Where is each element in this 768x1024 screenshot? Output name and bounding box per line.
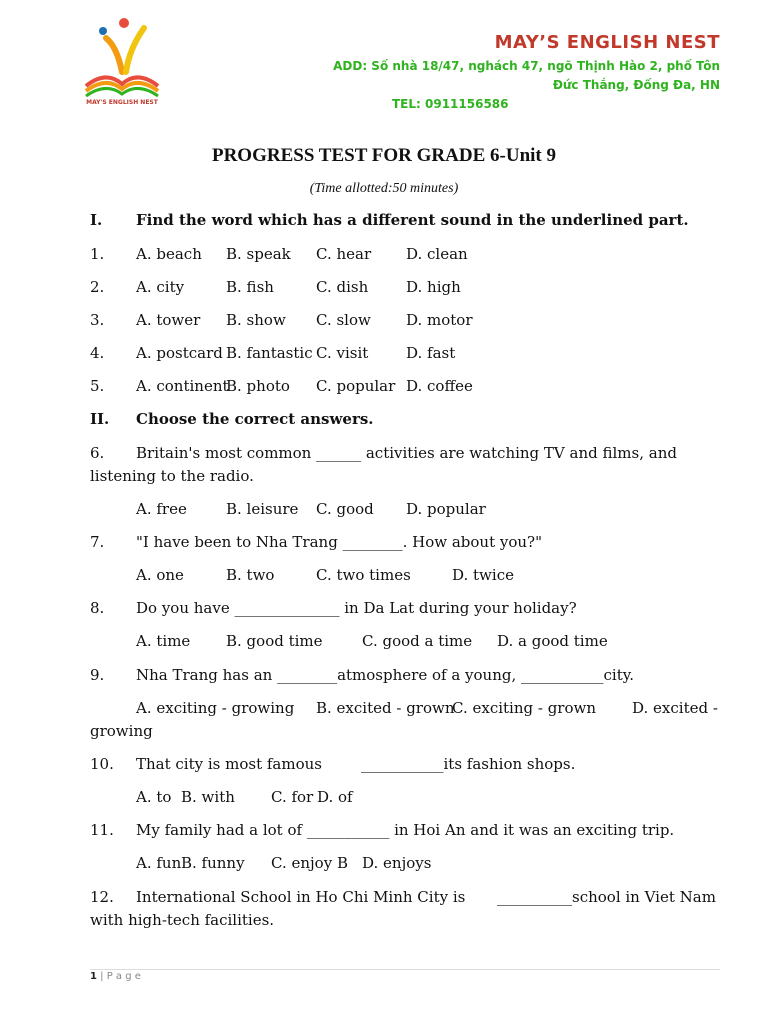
q9-option-c: C. exciting - grown [452,699,597,717]
q6-option-a: A. free [136,500,187,518]
question-6-number: 6. [90,444,105,462]
q3-option-a: A. tower [136,311,201,329]
question-2-number: 2. [90,278,105,296]
q1-option-c: C. hear [316,245,372,263]
q9-option-a: A. exciting - growing [136,699,295,717]
q11-option-b: B. funny [181,854,245,872]
question-7-text: "I have been to Nha Trang ________. How about you?" [136,533,542,551]
q10-option-b: B. with [181,788,235,806]
q6-option-d: D. popular [406,500,486,518]
q10-option-c: C. for [271,788,314,806]
page-title: PROGRESS TEST FOR GRADE 6-Unit 9 [211,145,556,166]
question-9-number: 9. [90,666,105,684]
question-12-text: International School in Ho Chi Minh City is [136,888,466,906]
question-7-number: 7. [90,533,105,551]
q4-option-c: C. visit [316,344,369,362]
q3-option-b: B. show [226,311,286,329]
q11-option-c: C. enjoy B [271,854,348,872]
q6-option-b: B. leisure [226,500,299,518]
question-9-text: Nha Trang has an ________atmosphere of a young, ___________city. [136,666,634,684]
telephone: TEL: 0911156586 [392,97,509,111]
q3-option-c: C. slow [316,311,371,329]
page-label: P a g e [106,971,141,982]
time-allotted: (Time allotted:50 minutes) [309,181,459,196]
question-11-text: My family had a lot of ___________ in Hoi An and it was an exciting trip. [136,821,675,839]
question-8-number: 8. [90,599,105,617]
q4-option-d: D. fast [406,344,456,362]
q7-option-d: D. twice [452,566,514,584]
q7-option-a: A. one [136,566,184,584]
q2-option-c: C. dish [316,278,369,296]
q1-option-a: A. beach [136,245,202,263]
question-10-text-blank: ___________its fashion shops. [361,755,576,773]
school-name: MAY’S ENGLISH NEST [494,32,720,53]
q9-option-b: B. excited - grown [316,699,455,717]
question-6-text: Britain's most common ______ activities are watching TV and films, and [136,444,677,462]
question-11-number: 11. [90,821,114,839]
q2-option-b: B. fish [226,278,274,296]
question-5-number: 5. [90,377,105,395]
q10-option-a: A. to [136,788,172,806]
q11-option-d: D. enjoys [362,854,432,872]
q4-option-b: B. fantastic [226,344,313,362]
section-1-number: I. [90,211,103,229]
q5-option-d: D. coffee [406,377,473,395]
page-number: 1 [90,971,97,982]
footer-divider [90,969,720,970]
question-4-number: 4. [90,344,105,362]
q8-option-a: A. time [136,632,191,650]
q9-option-d-continued: growing [90,722,153,740]
q7-option-b: B. two [226,566,275,584]
question-1-number: 1. [90,245,105,263]
section-1-heading: Find the word which has a different sound in the underlined part. [136,211,689,229]
q8-option-c: C. good a time [362,632,473,650]
q6-option-c: C. good [316,500,374,518]
logo-graphic [76,14,168,106]
q11-option-a: A. fun [136,854,182,872]
logo-text: MAY'S ENGLISH NEST [86,99,158,106]
q5-option-c: C. popular [316,377,396,395]
q2-option-a: A. city [136,278,185,296]
address-line-2: Đức Thắng, Đống Đa, HN [552,78,720,92]
question-10-text: That city is most famous [136,755,322,773]
question-12-text-continued: with high-tech facilities. [90,911,275,929]
page-footer [90,971,141,982]
q3-option-d: D. motor [406,311,473,329]
q5-option-b: B. photo [226,377,290,395]
question-3-number: 3. [90,311,105,329]
question-8-text: Do you have ______________ in Da Lat during your holiday? [136,599,577,617]
school-logo [76,14,168,106]
q9-option-d: D. excited - [632,699,718,717]
question-6-text-continued: listening to the radio. [90,467,254,485]
question-12-number: 12. [90,888,114,906]
q8-option-d: D. a good time [497,632,608,650]
q4-option-a: A. postcard [136,344,223,362]
q2-option-d: D. high [406,278,461,296]
address-line-1: ADD: Số nhà 18/47, nghách 47, ngõ Thịnh Hào 2, phố Tôn [333,59,720,73]
section-2-number: II. [90,410,110,428]
question-10-number: 10. [90,755,114,773]
q1-option-b: B. speak [226,245,291,263]
q10-option-d: D. of [317,788,353,806]
q5-option-a: A. continent [136,377,229,395]
q1-option-d: D. clean [406,245,468,263]
q8-option-b: B. good time [226,632,323,650]
q7-option-c: C. two times [316,566,411,584]
question-12-text-blank: __________school in Viet Nam [497,888,716,906]
section-2-heading: Choose the correct answers. [136,410,374,428]
page-separator: | [96,971,107,982]
